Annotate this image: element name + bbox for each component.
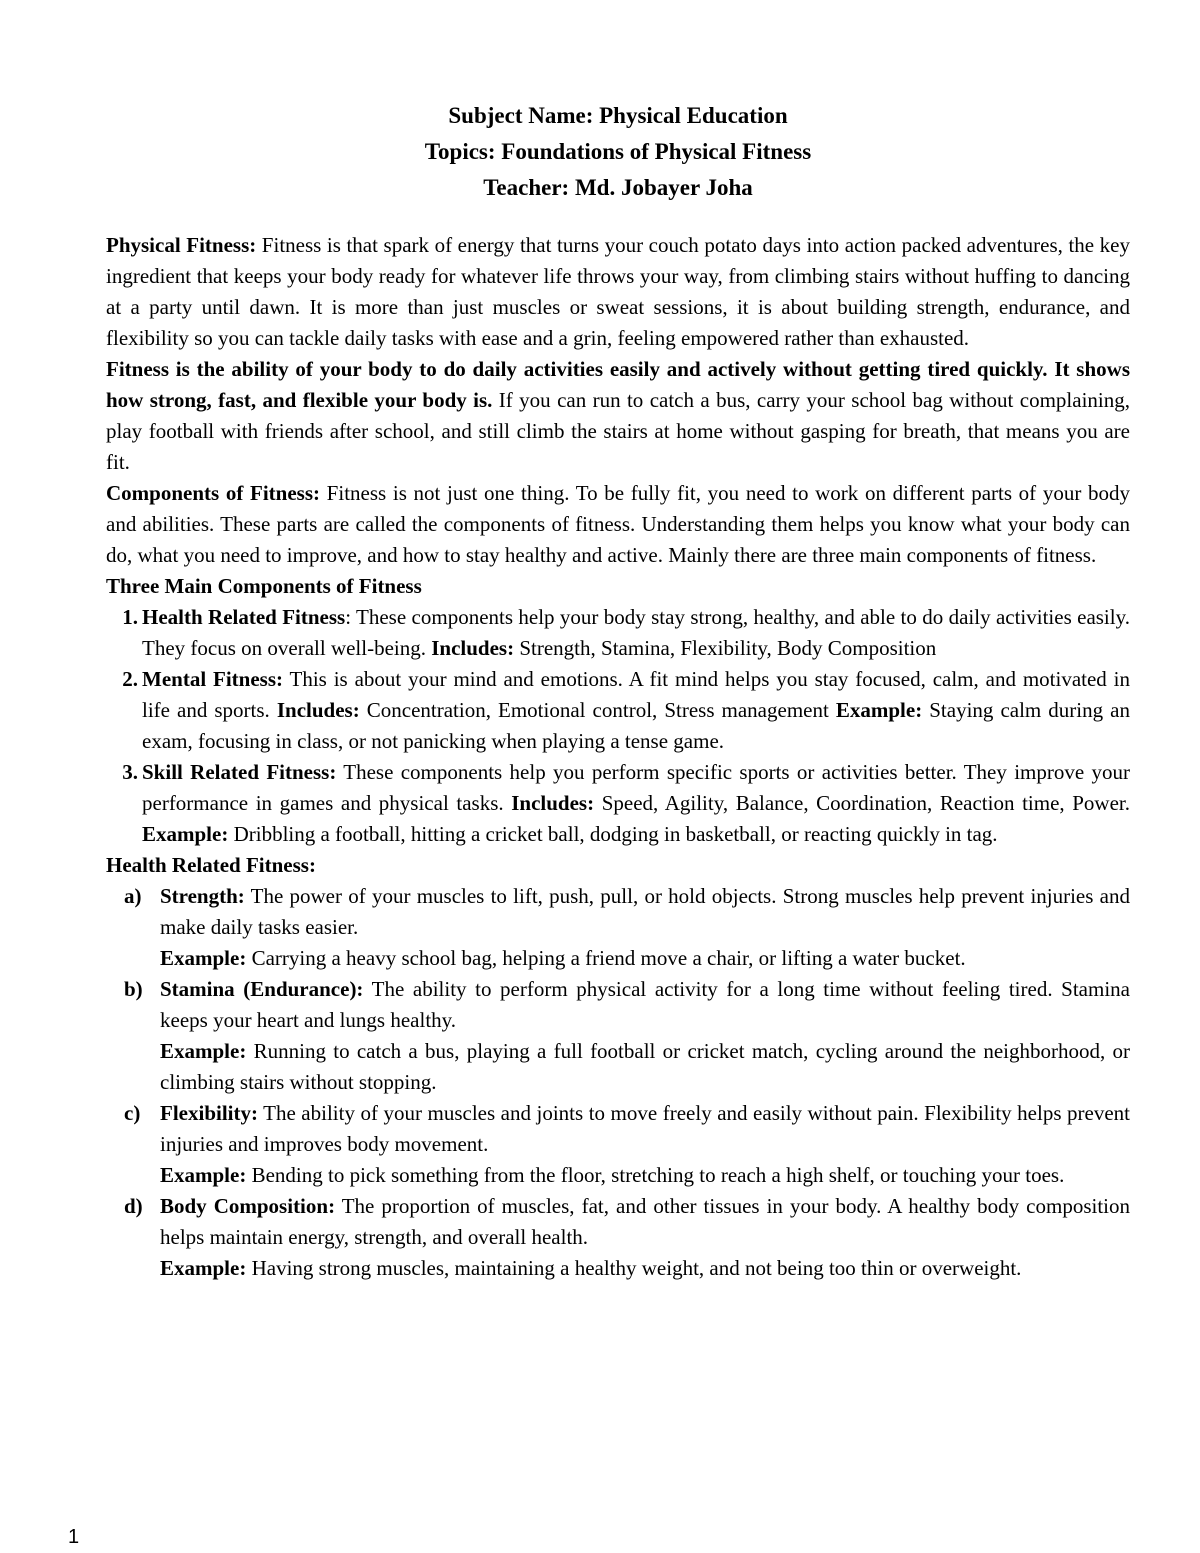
item-text: The ability to perform physical activity for a long time without feeling tired. Stamina keeps your heart and lungs healthy. — [160, 977, 1130, 1032]
item-text: This is about your mind and emotions. A fit mind helps you stay focused, calm, and motivated in life and sports. — [142, 667, 1130, 722]
item-description — [160, 1098, 1130, 1160]
health-related-heading: Health Related Fitness: — [106, 853, 316, 877]
three-main-heading: Three Main Components of Fitness — [106, 574, 422, 598]
list-marker: 2. — [122, 667, 138, 691]
includes-text: Speed, Agility, Balance, Coordination, Reaction time, Power. — [594, 791, 1130, 815]
list-marker: 3. — [122, 760, 138, 784]
topics: Topics: Foundations of Physical Fitness — [424, 139, 812, 164]
example-text: Having strong muscles, maintaining a healthy weight, and not being too thin or overweight. — [246, 1256, 1022, 1280]
item-text: : These components help your body stay strong, healthy, and able to do daily activities easily. They focus on overall well-being. — [142, 605, 1130, 660]
physical-fitness-label: Physical Fitness: — [106, 233, 257, 257]
includes-label: Includes: — [431, 636, 515, 660]
example-label: Example: — [142, 822, 229, 846]
includes-text: Strength, Stamina, Flexibility, Body Composition — [514, 636, 937, 660]
item-text: The proportion of muscles, fat, and other tissues in your body. A healthy body composition helps maintain energy, strength, and overall health. — [160, 1194, 1131, 1249]
item-example — [160, 1160, 1130, 1191]
physical-fitness-paragraph — [106, 230, 1130, 354]
example-text: Staying calm during an exam, focusing in class, or not panicking when playing a tense game. — [142, 698, 1130, 753]
item-label: Strength: — [160, 884, 245, 908]
example-label: Example: — [160, 1163, 247, 1187]
item-label: Skill Related Fitness: — [142, 760, 337, 784]
definition-text: If you can run to catch a bus, carry your school bag without complaining, play football with friends after school, and still climb the stairs at home without gasping for breath, that means you are fit. — [106, 388, 1131, 474]
item-text: These components help you perform specific sports or activities better. They improve your performance in games and physical tasks. — [142, 760, 1130, 815]
health-related-list — [106, 881, 1130, 1284]
example-text: Carrying a heavy school bag, helping a friend move a chair, or lifting a water bucket. — [246, 946, 966, 970]
item-label: Health Related Fitness — [142, 605, 346, 629]
item-label: Stamina (Endurance): — [160, 977, 364, 1001]
list-item — [106, 757, 1130, 850]
item-text: The power of your muscles to lift, push, pull, or hold objects. Strong muscles help prevent injuries and make daily tasks easier. — [160, 884, 1130, 939]
physical-fitness-text: Fitness is that spark of energy that turns your couch potato days into action packed adventures, the key ingredient that keeps your body ready for whatever life throws your way, from climbing stairs without huffing to dancing at a party until dawn. It is more than just muscles or sweat sessions, it is about building strength, endurance, and flexibility so you can tackle daily tasks with ease and a grin, feeling empowered rather than exhausted. — [106, 233, 1130, 350]
list-marker: a) — [124, 884, 142, 908]
components-paragraph — [106, 478, 1130, 571]
list-item — [106, 602, 1130, 664]
includes-label: Includes: — [511, 791, 595, 815]
document-page — [106, 98, 1130, 1284]
example-text: Bending to pick something from the floor, stretching to reach a high shelf, or touching your toes. — [246, 1163, 1065, 1187]
list-marker: b) — [124, 977, 143, 1001]
list-item — [106, 1191, 1130, 1284]
definition-paragraph — [106, 354, 1130, 478]
three-main-list — [106, 602, 1130, 850]
subject-name: Subject Name: Physical Education — [448, 103, 788, 128]
example-label: Example: — [160, 1039, 247, 1063]
item-label: Body Composition: — [160, 1194, 336, 1218]
item-example — [160, 1253, 1130, 1284]
example-text: Running to catch a bus, playing a full football or cricket match, cycling around the neighborhood, or climbing stairs without stopping. — [160, 1039, 1130, 1094]
item-text: The ability of your muscles and joints to move freely and easily without pain. Flexibility helps prevent injuries and improves body movement. — [160, 1101, 1130, 1156]
item-label: Flexibility: — [160, 1101, 258, 1125]
list-item — [106, 974, 1130, 1098]
item-example — [160, 943, 1130, 974]
list-item — [106, 664, 1130, 757]
list-item — [106, 1098, 1130, 1191]
list-marker: d) — [124, 1194, 143, 1218]
list-marker: 1. — [122, 605, 138, 629]
page-number: 1 — [68, 1526, 80, 1548]
document-header — [106, 98, 1130, 206]
list-item — [106, 881, 1130, 974]
item-description — [160, 974, 1130, 1036]
example-text: Dribbling a football, hitting a cricket ball, dodging in basketball, or reacting quickly in tag. — [228, 822, 998, 846]
list-marker: c) — [124, 1101, 141, 1125]
components-label: Components of Fitness: — [106, 481, 321, 505]
components-text: Fitness is not just one thing. To be fully fit, you need to work on different parts of your body and abilities. These parts are called the components of fitness. Understanding them helps you know what your body can do, what you need to improve, and how to stay healthy and active. Mainly there are three main components of fitness. — [106, 481, 1131, 567]
item-description — [160, 1191, 1130, 1253]
item-example — [160, 1036, 1130, 1098]
includes-label: Includes: — [276, 698, 360, 722]
teacher-name: Teacher: Md. Jobayer Joha — [483, 175, 753, 200]
includes-text: Concentration, Emotional control, Stress management — [359, 698, 836, 722]
example-label: Example: — [160, 1256, 247, 1280]
example-label: Example: — [160, 946, 247, 970]
item-description — [160, 881, 1130, 943]
item-label: Mental Fitness: — [142, 667, 284, 691]
example-label: Example: — [835, 698, 923, 722]
definition-bold: Fitness is the ability of your body to do daily activities easily and actively without getting tired quickly. It shows how strong, fast, and flexible your body is. — [106, 357, 1130, 412]
